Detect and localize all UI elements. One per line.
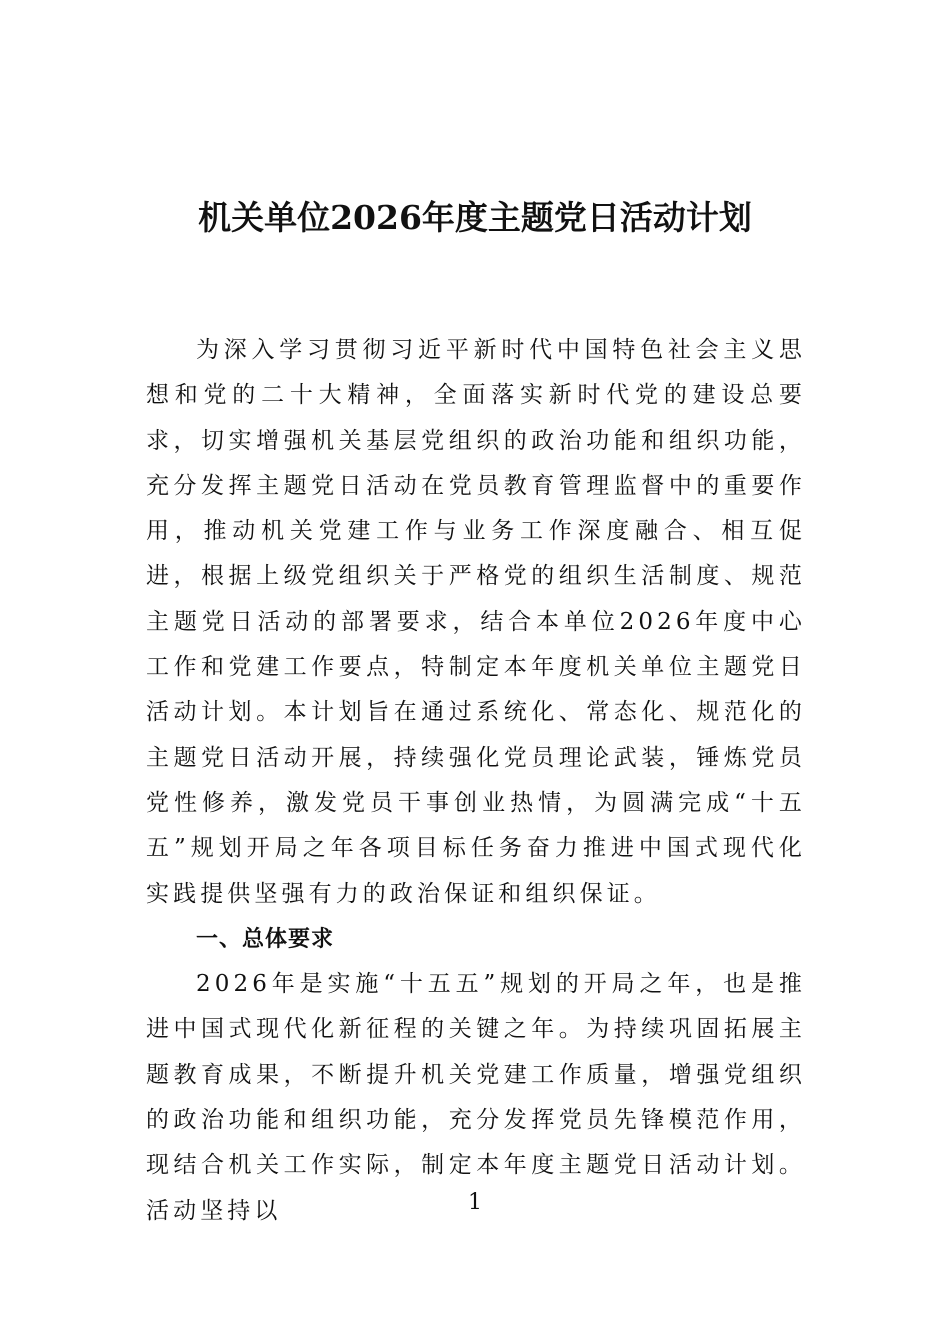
intro-paragraph: 为深入学习贯彻习近平新时代中国特色社会主义思想和党的二十大精神，全面落实新时代党的建设总要求，切实增强机关基层党组织的政治功能和组织功能，充分发挥主题党日活动在党员教育管理监督中的重要作用，推动机关党建工作与业务工作深度融合、相互促进，根据上级党组织关于严格党的组织生活制度、规范主题党日活动的部署要求，结合本单位2026年度中心工作和党建工作要点，特制定本年度机关单位主题党日活动计划。本计划旨在通过系统化、常态化、规范化的主题党日活动开展，持续强化党员理论武装，锤炼党员党性修养，激发党员干事创业热情，为圆满完成“十五五”规划开局之年各项目标任务奋力推进中国式现代化实践提供坚强有力的政治保证和组织保证。 — [146, 337, 806, 907]
document-title: 机关单位2026年度主题党日活动计划 — [198, 198, 752, 237]
section-paragraph: 2026年是实施“十五五”规划的开局之年，也是推进中国式现代化新征程的关键之年。为持续巩固拓展主题教育成果，不断提升机关党建工作质量，增强党组织的政治功能和组织功能，充分发挥党员先锋模范作用，现结合机关工作实际，制定本年度主题党日活动计划。活动坚持以 — [146, 971, 806, 1224]
section-heading: 一、总体要求 — [196, 926, 335, 952]
page-number: 1 — [468, 1190, 482, 1215]
document-body — [146, 328, 806, 1234]
